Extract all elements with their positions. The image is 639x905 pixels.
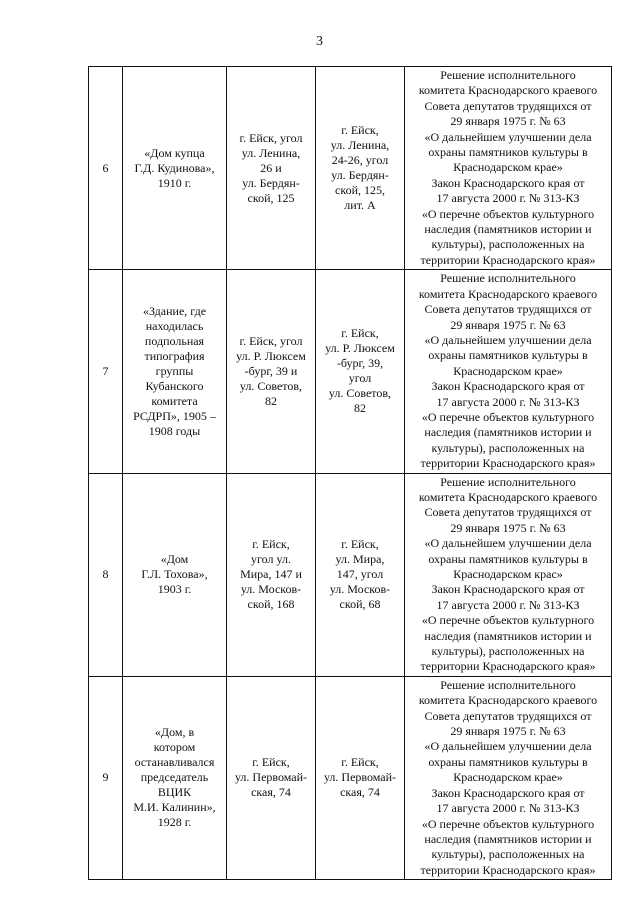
old-address-cell: г. Ейск, угол ул. Мира, 147 и ул. Москов- ской, 168 <box>227 473 316 676</box>
row-number-cell: 7 <box>89 270 123 473</box>
new-address-cell: г. Ейск, ул. Мира, 147, угол ул. Москов- ской, 68 <box>316 473 405 676</box>
old-address-cell: г. Ейск, угол ул. Ленина, 26 и ул. Бердян- ской, 125 <box>227 67 316 270</box>
table-row <box>89 676 612 879</box>
row-number-cell: 8 <box>89 473 123 676</box>
new-address-cell: г. Ейск, ул. Р. Люксем -бург, 39, угол ул. Советов, 82 <box>316 270 405 473</box>
object-name-cell: «Здание, где находилась подпольная типография группы Кубанского комитета РСДРП», 1905 – 1908 годы <box>123 270 227 473</box>
old-address-cell: г. Ейск, угол ул. Р. Люксем -бург, 39 и ул. Советов, 82 <box>227 270 316 473</box>
object-name-cell: «Дом Г.Л. Тохова», 1903 г. <box>123 473 227 676</box>
new-address-cell: г. Ейск, ул. Ленина, 24-26, угол ул. Бердян- ской, 125, лит. А <box>316 67 405 270</box>
legal-document-cell: Решение исполнительного комитета Краснодарского краевого Совета депутатов трудящихся от 29 января 1975 г. № 63 «О дальнейшем улучшении дела охраны памятников культуры в Краснодарском крае» Закон Краснодарского края от 17 августа 2000 г. № 313-КЗ «О перечне объектов культурного наследия (памятников истории и культуры), расположенных на территории Краснодарского края» <box>405 676 612 879</box>
legal-document-cell: Решение исполнительного комитета Краснодарского краевого Совета депутатов трудящихся от 29 января 1975 г. № 63 «О дальнейшем улучшении дела охраны памятников культуры в Краснодарском крае» Закон Краснодарского края от 17 августа 2000 г. № 313-КЗ «О перечне объектов культурного наследия (памятников истории и культуры), расположенных на территории Краснодарского края» <box>405 67 612 270</box>
table-row <box>89 473 612 676</box>
legal-document-cell: Решение исполнительного комитета Краснодарского краевого Совета депутатов трудящихся от 29 января 1975 г. № 63 «О дальнейшем улучшении дела охраны памятников культуры в Краснодарском крас» Закон Краснодарского края от 17 августа 2000 г. № 313-КЗ «О перечне объектов культурного наследия (памятников истории и культуры), расположенных на территории Краснодарского края» <box>405 473 612 676</box>
row-number-cell: 9 <box>89 676 123 879</box>
legal-document-cell: Решение исполнительного комитета Краснодарского краевого Совета депутатов трудящихся от 29 января 1975 г. № 63 «О дальнейшем улучшении дела охраны памятников культуры в Краснодарском крае» Закон Краснодарского края от 17 августа 2000 г. № 313-КЗ «О перечне объектов культурного наследия (памятников истории и культуры), расположенных на территории Краснодарского края» <box>405 270 612 473</box>
object-name-cell: «Дом купца Г.Д. Кудинова», 1910 г. <box>123 67 227 270</box>
old-address-cell: г. Ейск, ул. Первомай- ская, 74 <box>227 676 316 879</box>
page-number: 3 <box>316 34 323 49</box>
object-name-cell: «Дом, в котором останавливался председатель ВЦИК М.И. Калинин», 1928 г. <box>123 676 227 879</box>
new-address-cell: г. Ейск, ул. Первомай- ская, 74 <box>316 676 405 879</box>
table-row <box>89 270 612 473</box>
table-row <box>89 67 612 270</box>
row-number-cell: 6 <box>89 67 123 270</box>
heritage-objects-table <box>88 66 612 880</box>
